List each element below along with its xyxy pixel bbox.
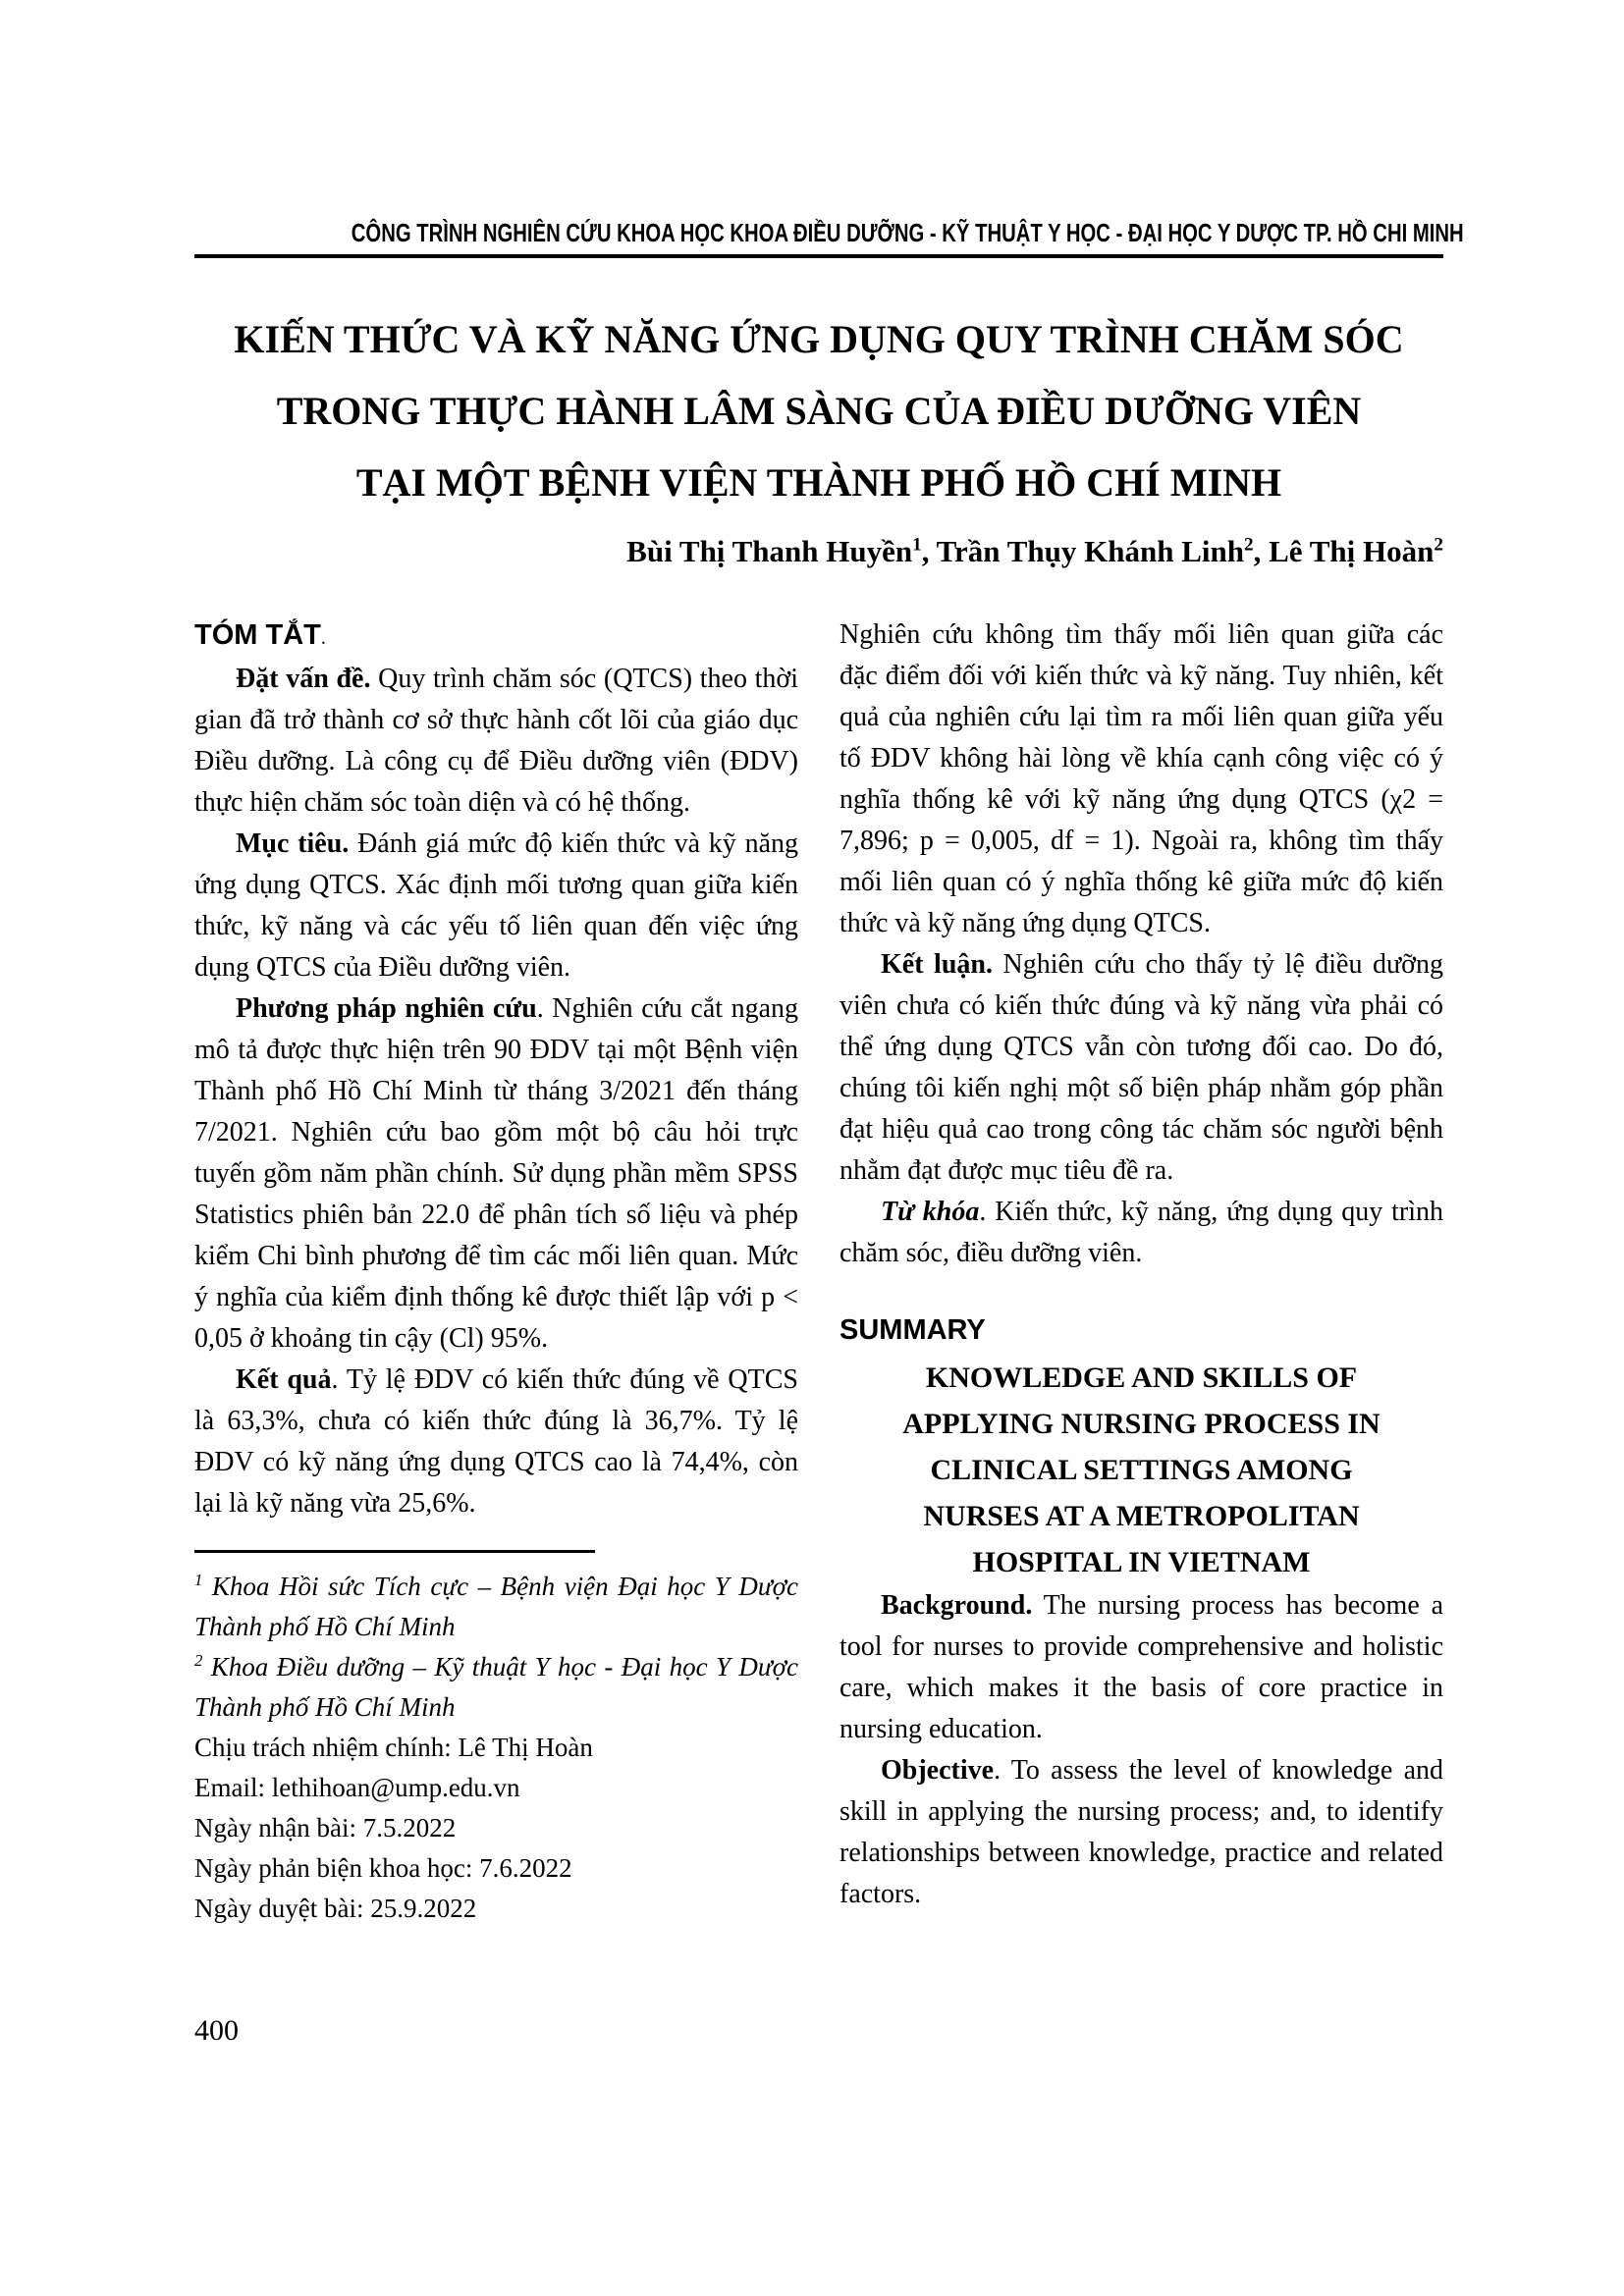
english-title-line-3: CLINICAL SETTINGS AMONG [930, 1454, 1353, 1486]
abstract-heading [194, 614, 798, 659]
abstract-keywords-text: . Kiến thức, kỹ năng, ứng dụng quy trình chăm sóc, điều dưỡng viên. [839, 1197, 1444, 1268]
abstract-paragraph-conclusion [839, 944, 1443, 1192]
corresponding-author-line: Chịu trách nhiệm chính: Lê Thị Hoàn [194, 1733, 593, 1762]
abstract-conclusion-text: Nghiên cứu cho thấy tỷ lệ điều dưỡng viên chưa có kiến thức đúng và kỹ năng vừa phải có thể ứng dụng QTCS vẫn còn tương đối cao. Do đó, chúng tôi kiến nghị một số biện pháp nhằm góp phần đạt hiệu quả cao trong công tác chăm sóc người bệnh nhằm đạt được mục tiêu đề ra. [839, 949, 1443, 1186]
abstract-results-label: Kết quả [236, 1364, 332, 1395]
running-head [194, 218, 1464, 247]
article-title-line-1: KIẾN THỨC VÀ KỸ NĂNG ỨNG DỤNG QUY TRÌNH CHĂM SÓC [234, 317, 1404, 361]
summary-background-text: The nursing process has become a tool for nurses to provide comprehensive and holistic care, which makes it the basis of core practice in nursing education. [839, 1590, 1443, 1744]
english-title [839, 1355, 1443, 1585]
footnote-block [194, 1550, 798, 1929]
running-head-text: CÔNG TRÌNH NGHIÊN CỨU KHOA HỌC KHOA ĐIỀU DƯỠNG - KỸ THUẬT Y HỌC - ĐẠI HỌC Y DƯỢC TP. HỒ CHI MINH [351, 218, 1464, 247]
affiliation-2-text: Khoa Điều dưỡng – Kỹ thuật Y học - Đại học Y Dược Thành phố Hồ Chí Minh [194, 1652, 798, 1722]
affiliation-1-text: Khoa Hồi sức Tích cực – Bệnh viện Đại học Y Dược Thành phố Hồ Chí Minh [194, 1572, 798, 1641]
summary-heading: SUMMARY [839, 1314, 986, 1346]
summary-paragraph-background [839, 1585, 1443, 1750]
summary-objective-label: Objective [881, 1755, 995, 1786]
right-column [839, 614, 1443, 1929]
affiliation-1-mark: 1 [194, 1571, 203, 1589]
affiliation-2 [194, 1647, 798, 1728]
english-title-line-2: APPLYING NURSING PROCESS IN [902, 1408, 1380, 1440]
affiliation-2-mark: 2 [194, 1651, 203, 1670]
abstract-paragraph-background [194, 659, 798, 824]
affiliation-1 [194, 1567, 798, 1647]
received-date-line: Ngày nhận bài: 7.5.2022 [194, 1813, 457, 1842]
author-2: , Trần Thụy Khánh Linh [921, 534, 1245, 568]
abstract-methods-text: . Nghiên cứu cắt ngang mô tả được thực hiện trên 90 ĐDV tại một Bệnh viện Thành phố Hồ Chí Minh từ tháng 3/2021 đến tháng 7/2021. Nghiên cứu bao gồm một bộ câu hỏi trực tuyến gồm năm phần chính. Sử dụng phần mềm SPSS Statistics phiên bản 22.0 để phân tích số liệu và phép kiểm Chi bình phương để tìm các mối liên quan. Mức ý nghĩa của kiểm định thống kê được thiết lập với p < 0,05 ở khoảng tin cậy (Cl) 95%. [194, 993, 799, 1354]
authors-line [194, 532, 1443, 571]
abstract-heading-dot: . [320, 627, 326, 649]
abstract-background-text: Quy trình chăm sóc (QTCS) theo thời gian đã trở thành cơ sở thực hành cốt lõi của giáo dục Điều dưỡng. Là công cụ để Điều dưỡng viên (ĐDV) thực hiện chăm sóc toàn diện và có hệ thống. [194, 664, 799, 818]
abstract-objective-text: Đánh giá mức độ kiến thức và kỹ năng ứng dụng QTCS. Xác định mối tương quan giữa kiến thức, kỹ năng và các yếu tố liên quan đến việc ứng dụng QTCS của Điều dưỡng viên. [194, 828, 798, 983]
summary-background-label: Background. [881, 1590, 1033, 1621]
abstract-paragraph-results [194, 1360, 798, 1524]
article-title-line-3: TẠI MỘT BỆNH VIỆN THÀNH PHỐ HỒ CHÍ MINH [355, 460, 1282, 505]
abstract-paragraph-methods [194, 988, 798, 1360]
approved-date-line: Ngày duyệt bài: 25.9.2022 [194, 1894, 477, 1923]
abstract-keywords-label: Từ khóa [881, 1197, 980, 1227]
email-line: Email: lethihoan@ump.edu.vn [194, 1773, 520, 1802]
author-3: , Lê Thị Hoàn [1253, 534, 1435, 568]
footnote-rule [194, 1550, 595, 1553]
author-2-affiliation-mark: 2 [1244, 534, 1254, 556]
article-title-line-2: TRONG THỰC HÀNH LÂM SÀNG CỦA ĐIỀU DƯỠNG VIÊN [276, 389, 1362, 433]
footnotes [194, 1567, 798, 1929]
abstract-paragraph-results-continued: Nghiên cứu không tìm thấy mối liên quan giữa các đặc điểm đối với kiến thức và kỹ năng. Tuy nhiên, kết quả của nghiên cứu lại tìm ra mối liên quan giữa yếu tố ĐDV không hài lòng về khía cạnh công việc có ý nghĩa thống kê với kỹ năng ứng dụng QTCS (χ2 = 7,896; p = 0,005, df = 1). Ngoài ra, không tìm thấy mối liên quan có ý nghĩa thống kê giữa mức độ kiến thức và kỹ năng ứng dụng QTCS. [839, 619, 1443, 938]
abstract-objective-label: Mục tiêu. [236, 828, 350, 859]
abstract-results-text: . Tỷ lệ ĐDV có kiến thức đúng về QTCS là 63,3%, chưa có kiến thức đúng là 36,7%. Tỷ lệ ĐDV có kỹ năng ứng dụng QTCS cao là 74,4%, còn lại là kỹ năng vừa 25,6%. [194, 1364, 798, 1519]
english-title-line-1: KNOWLEDGE AND SKILLS OF [925, 1362, 1358, 1394]
abstract-paragraph-objective [194, 824, 798, 988]
article-title [194, 303, 1443, 518]
author-1: Bùi Thị Thanh Huyền [626, 534, 913, 568]
author-3-affiliation-mark: 2 [1434, 534, 1443, 556]
abstract-methods-label: Phương pháp nghiên cứu [236, 993, 537, 1024]
english-title-line-4: NURSES AT A METROPOLITAN [923, 1500, 1360, 1532]
page-number: 400 [194, 2014, 239, 2047]
english-title-line-5: HOSPITAL IN VIETNAM [972, 1546, 1311, 1578]
summary-objective-text: . To assess the level of knowledge and skill in applying the nursing process; and, to identify relationships between knowledge, practice and related factors. [839, 1755, 1443, 1909]
abstract-paragraph-keywords [839, 1192, 1443, 1274]
header-rule [194, 254, 1443, 258]
two-column-body [194, 614, 1443, 1929]
reviewed-date-line: Ngày phản biện khoa học: 7.6.2022 [194, 1853, 572, 1883]
abstract-heading-text: TÓM TẮT [194, 619, 321, 651]
abstract-conclusion-label: Kết luận. [881, 949, 993, 980]
author-1-affiliation-mark: 1 [912, 534, 922, 556]
left-column [194, 614, 798, 1929]
summary-paragraph-objective [839, 1750, 1443, 1915]
abstract-background-label: Đặt vấn đề. [236, 664, 371, 694]
